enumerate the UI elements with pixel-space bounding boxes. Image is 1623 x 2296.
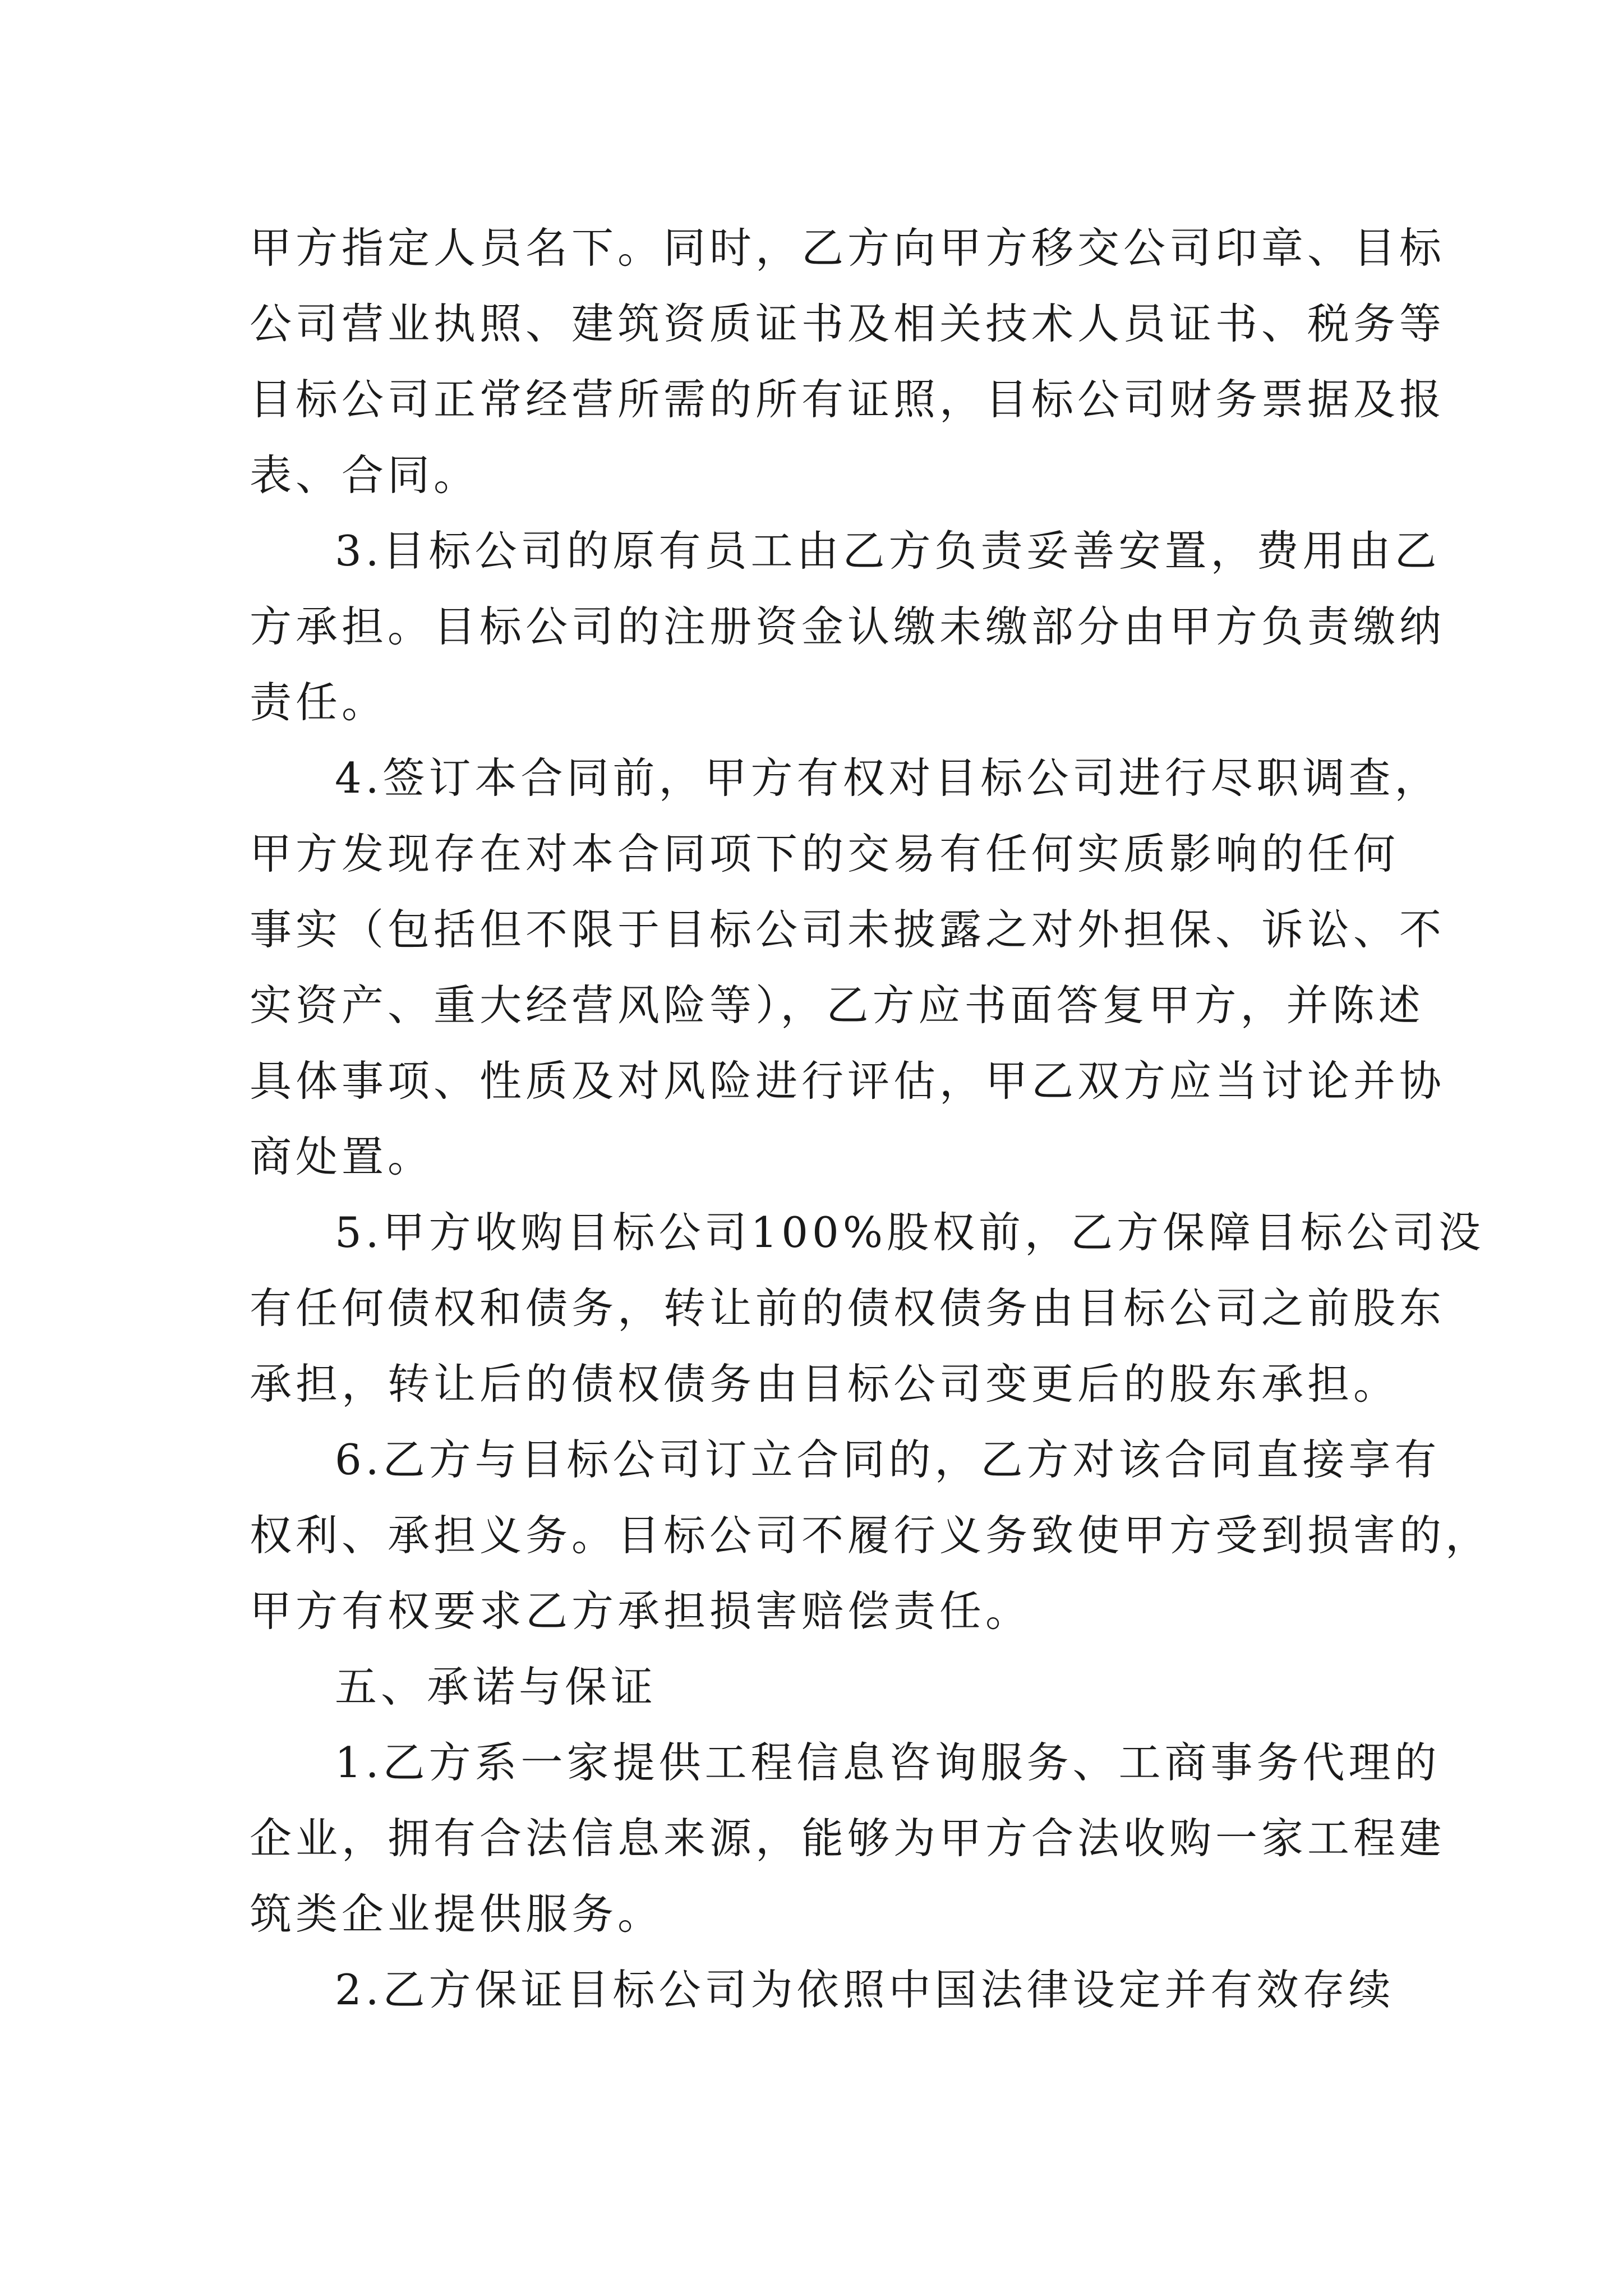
text-line: 表、合同。 [250,450,480,500]
text-line: 公司营业执照、建筑资质证书及相关技术人员证书、税务等 [250,299,1446,348]
text-line: 甲方指定人员名下。同时，乙方向甲方移交公司印章、目标 [250,223,1446,273]
text-line: 有任何债权和债务，转让前的债权债务由目标公司之前股东 [250,1283,1446,1333]
text-line: 目标公司正常经营所需的所有证照，目标公司财务票据及报 [250,375,1446,424]
text-line: 1.乙方系一家提供工程信息咨询服务、工商事务代理的 [335,1738,1441,1787]
text-line: 方承担。目标公司的注册资金认缴未缴部分由甲方负责缴纳 [250,602,1446,651]
text-line: 具体事项、性质及对风险进行评估，甲乙双方应当讨论并协 [250,1056,1446,1106]
text-line: 筑类企业提供服务。 [250,1889,664,1939]
text-line: 4.签订本合同前，甲方有权对目标公司进行尽职调查， [335,753,1441,803]
text-line: 甲方有权要求乙方承担损害赔偿责任。 [250,1586,1032,1636]
text-line: 2.乙方保证目标公司为依照中国法律设定并有效存续 [335,1965,1395,2014]
text-line: 责任。 [250,678,388,727]
text-line: 事实（包括但不限于目标公司未披露之对外担保、诉讼、不 [250,905,1446,954]
text-line: 权利、承担义务。目标公司不履行义务致使甲方受到损害的， [250,1511,1492,1560]
text-line: 甲方发现存在对本合同项下的交易有任何实质影响的任何 [250,829,1400,878]
text-line: 商处置。 [250,1132,434,1181]
document-body [250,210,1492,2028]
text-line: 6.乙方与目标公司订立合同的，乙方对该合同直接享有 [335,1435,1441,1484]
text-line: 5.甲方收购目标公司100%股权前，乙方保障目标公司没 [335,1208,1484,1257]
text-line: 实资产、重大经营风险等），乙方应书面答复甲方，并陈述 [250,981,1424,1030]
text-line: 3.目标公司的原有员工由乙方负责妥善安置，费用由乙 [335,526,1441,576]
text-line: 承担，转让后的债权债务由目标公司变更后的股东承担。 [250,1359,1400,1409]
section-heading: 五、承诺与保证 [335,1662,657,1711]
text-line: 企业，拥有合法信息来源，能够为甲方合法收购一家工程建 [250,1814,1446,1863]
